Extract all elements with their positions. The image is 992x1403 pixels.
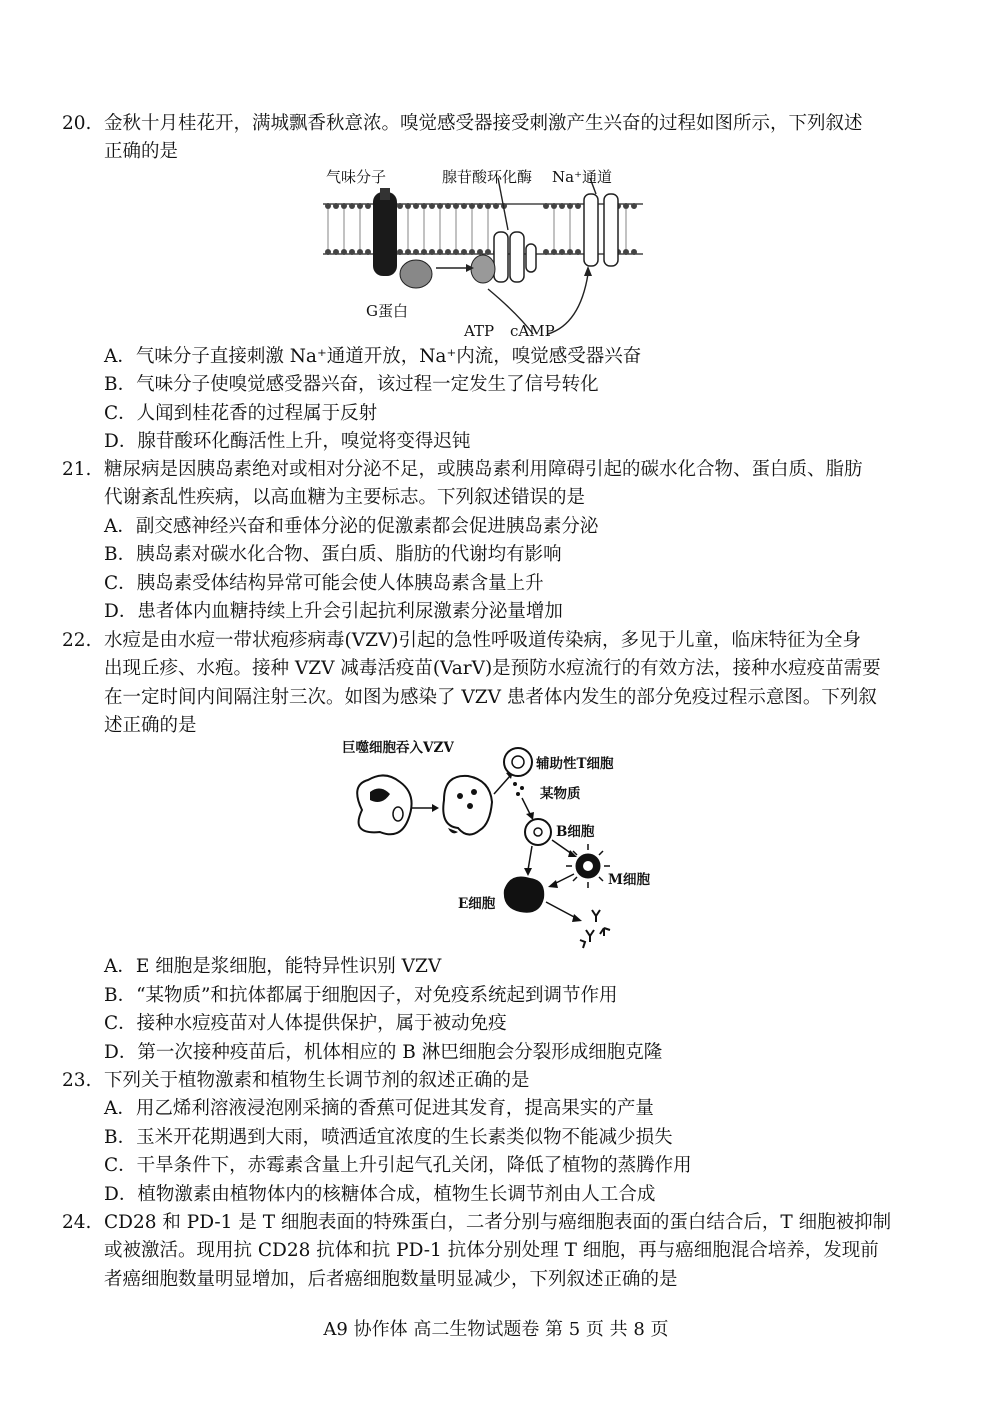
q20-option-c: C．人闻到桂花香的过程属于反射 (104, 403, 378, 424)
q24-stem-line2: 或被激活。现用抗 CD28 抗体和抗 PD-1 抗体分别处理 T 细胞，再与癌细胞混合培养，发现前 (104, 1240, 879, 1261)
q23-option-c: C．干旱条件下，赤霉素含量上升引起气孔关闭，降低了植物的蒸腾作用 (104, 1155, 692, 1176)
q22-stem-line4: 述正确的是 (104, 715, 197, 736)
q21-stem-line1: 糖尿病是因胰岛素绝对或相对分泌不足，或胰岛素利用障碍引起的碳水化合物、蛋白质、脂肪 (104, 459, 863, 480)
olfactory-membrane-figure (318, 164, 648, 344)
label-m-cell: M细胞 (608, 872, 650, 888)
q20-option-b: B．气味分子使嗅觉感受器兴奋，该过程一定发生了信号转化 (104, 374, 599, 395)
q22-option-c: C．接种水痘疫苗对人体提供保护，属于被动免疫 (104, 1013, 507, 1034)
q22-option-b: B．“某物质”和抗体都属于细胞因子，对免疫系统起到调节作用 (104, 985, 618, 1006)
label-helper-t: 辅助性T细胞 (536, 756, 614, 772)
label-odorant: 气味分子 (326, 168, 387, 186)
q23-number: 23. (62, 1070, 92, 1091)
effector-cell (504, 877, 544, 913)
q22-option-a: A．E 细胞是浆细胞，能特异性识别 VZV (104, 956, 442, 977)
immune-diagram (340, 740, 670, 950)
label-b-cell: B细胞 (556, 824, 595, 840)
label-e-cell: E细胞 (458, 896, 496, 912)
q22-stem-line1: 水痘是由水痘一带状疱疹病毒(VZV)引起的急性呼吸道传染病，多见于儿童，临床特征为全身 (104, 630, 862, 651)
q20-option-a: A．气味分子直接刺激 Na⁺通道开放，Na⁺内流，嗅觉感受器兴奋 (104, 346, 642, 367)
q21-option-b: B．胰岛素对碳水化合物、蛋白质、脂肪的代谢均有影响 (104, 544, 562, 565)
label-g-protein: G蛋白 (366, 302, 408, 320)
q24-number: 24. (62, 1212, 92, 1233)
receptor-protein (373, 192, 397, 276)
q20-stem-line2: 正确的是 (104, 141, 179, 162)
na-channel (584, 194, 598, 266)
q21-option-d: D．患者体内血糖持续上升会引起抗利尿激素分泌量增加 (104, 601, 563, 622)
q23-option-b: B．玉米开花期遇到大雨，喷洒适宜浓度的生长素类似物不能减少损失 (104, 1127, 673, 1148)
g-protein (400, 260, 432, 288)
label-atp: ATP (464, 322, 495, 340)
label-na-channel: Na⁺通道 (552, 168, 612, 186)
q21-number: 21. (62, 459, 92, 480)
q24-stem-line3: 者癌细胞数量明显增加，后者癌细胞数量明显减少，下列叙述正确的是 (104, 1269, 678, 1290)
q20-stem-line1: 金秋十月桂花开，满城飘香秋意浓。嗅觉感受器接受刺激产生兴奋的过程如图所示，下列叙述 (104, 113, 863, 134)
q22-stem-line2: 出现丘疹、水疱。接种 VZV 减毒活疫苗(VarV)是预防水痘流行的有效方法，接种水痘疫苗需要 (104, 658, 881, 679)
q20-option-d: D．腺苷酸环化酶活性上升，嗅觉将变得迟钝 (104, 431, 471, 452)
q23-option-a: A．用乙烯利溶液浸泡刚采摘的香蕉可促进其发育，提高果实的产量 (104, 1098, 654, 1119)
q20-number: 20. (62, 113, 92, 134)
label-adenylate-cyclase: 腺苷酸环化酶 (442, 168, 533, 186)
q21-option-a: A．副交感神经兴奋和垂体分泌的促激素都会促进胰岛素分泌 (104, 516, 599, 537)
label-substance: 某物质 (540, 786, 581, 802)
q21-stem-line2: 代谢紊乱性疾病，以高血糖为主要标志。下列叙述错误的是 (104, 487, 586, 508)
page-footer: A9 协作体 高二生物试题卷 第 5 页 共 8 页 (323, 1319, 669, 1340)
q23-stem-line1: 下列关于植物激素和植物生长调节剂的叙述正确的是 (104, 1070, 530, 1091)
macrophage-cell (357, 775, 411, 834)
q24-stem-line1: CD28 和 PD-1 是 T 细胞表面的特殊蛋白，二者分别与癌细胞表面的蛋白结合后，T 细胞被抑制 (104, 1212, 892, 1233)
immune-process-figure (340, 740, 670, 950)
label-macrophage: 巨噬细胞吞入VZV (342, 740, 454, 756)
q21-option-c: C．胰岛素受体结构异常可能会使人体胰岛素含量上升 (104, 573, 544, 594)
q22-option-d: D．第一次接种疫苗后，机体相应的 B 淋巴细胞会分裂形成细胞克隆 (104, 1042, 663, 1063)
q22-stem-line3: 在一定时间内间隔注射三次。如图为感染了 VZV 患者体内发生的部分免疫过程示意图。下列叙 (104, 687, 877, 708)
label-camp: cAMP (510, 322, 555, 340)
q22-number: 22. (62, 630, 92, 651)
q23-option-d: D．植物激素由植物体内的核糖体合成，植物生长调节剂由人工合成 (104, 1184, 656, 1205)
